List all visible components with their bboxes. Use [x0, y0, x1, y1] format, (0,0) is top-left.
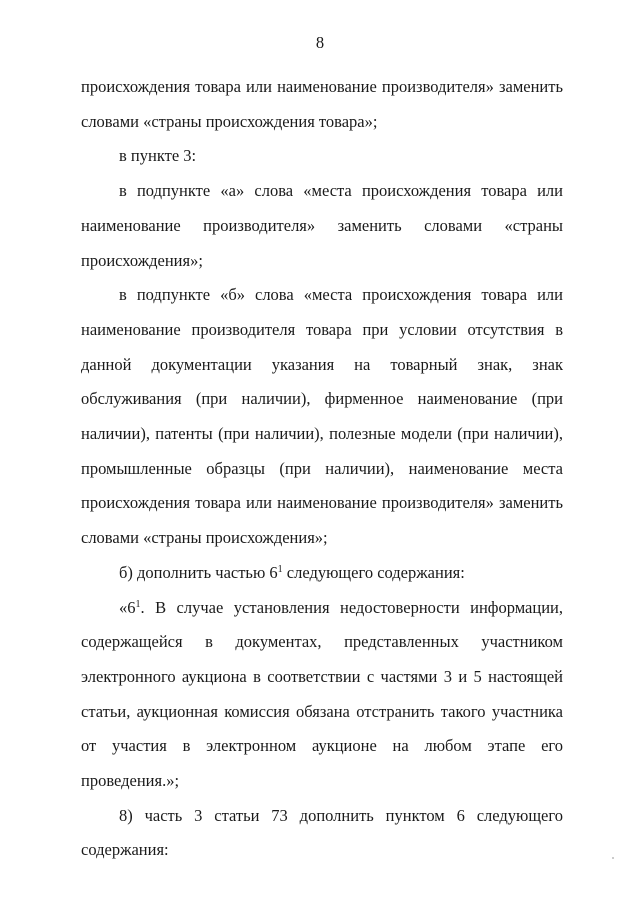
page-number: 8	[315, 33, 325, 52]
paragraph-2: в пункте 3:	[119, 146, 197, 166]
paragraph-5-text-end: следующего содержания:	[282, 562, 465, 582]
paragraph-5-text-start: б) дополнить частью 6	[119, 562, 278, 582]
document-body	[81, 70, 563, 868]
paragraph-4: в подпункте «б» слова «места происхождения товара или наименование производителя товара при условии отсутствия в данной документации указания на товарный знак, знак обслуживания (при наличии), фирменное наименование (при наличии), патенты (при наличии), полезные модели (при наличии), промышленные образцы (при наличии), наименование места происхождения товара или наименование производителя» заменить словами «страны происхождения»;	[81, 285, 563, 548]
paragraph-3: в подпункте «а» слова «места происхождения товара или наименование производителя» заменить словами «страны происхождения»;	[81, 181, 563, 270]
paragraph-6-text-end: . В случае установления недостоверности информации, содержащейся в документах, представленных участником электронного аукциона в соответствии с частями 3 и 5 настоящей статьи, аукционная комиссия обязана отстранить такого участника от участия в электронном аукционе на любом этапе его проведения.»;	[81, 597, 563, 791]
scan-speck	[612, 857, 614, 859]
paragraph-6-text-start: «6	[119, 597, 136, 617]
paragraph-7: 8) часть 3 статьи 73 дополнить пунктом 6 следующего содержания:	[81, 805, 563, 860]
paragraph-5	[81, 556, 563, 591]
paragraph-6-superscript: 1	[135, 598, 141, 610]
paragraph-5-superscript: 1	[277, 563, 283, 575]
paragraph-1: происхождения товара или наименование производителя» заменить словами «страны происхождения товара»;	[81, 77, 563, 131]
paragraph-6	[81, 591, 563, 799]
